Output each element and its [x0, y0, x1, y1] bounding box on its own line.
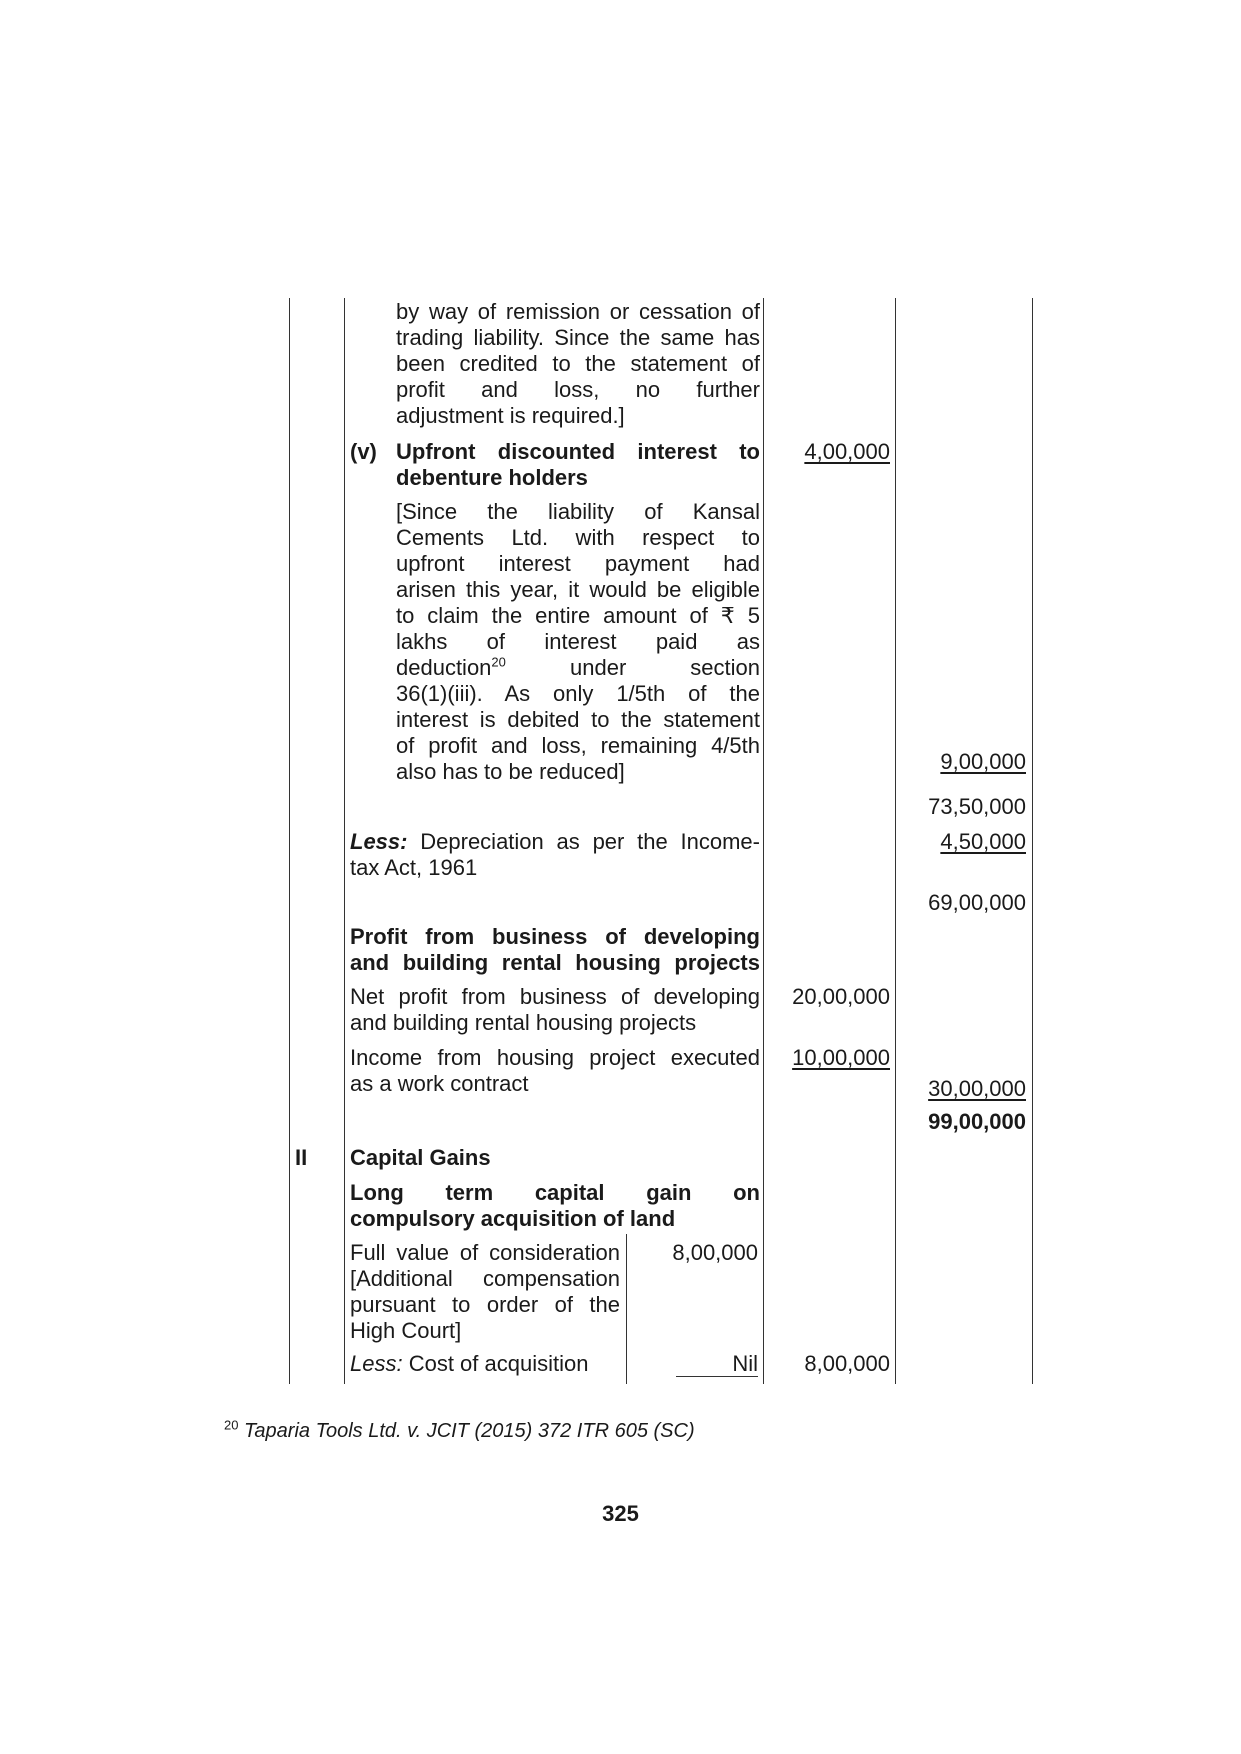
housing-heading-line: and building rental housing projects: [350, 950, 760, 975]
housing-heading-line: Profit from business of developing: [350, 924, 760, 949]
upfront-note-line: of profit and loss, remaining 4/5th: [396, 733, 760, 758]
depreciation-line-1: [350, 829, 760, 855]
upfront-note-line: arisen this year, it would be eligible: [396, 577, 760, 602]
remission-note-line: by way of remission or cessation of: [396, 299, 760, 324]
grand-total: 99,00,000: [928, 1109, 1026, 1134]
fvc-line: [Additional compensation: [350, 1266, 620, 1291]
depreciation-line-2: tax Act, 1961: [350, 855, 478, 880]
housing-total: 30,00,000: [928, 1076, 1026, 1101]
fvc-line: pursuant to order of the: [350, 1292, 620, 1317]
deduction-rest: under section: [570, 655, 760, 680]
subtotal-2: 69,00,000: [928, 890, 1026, 915]
remission-note-line: trading liability. Since the same has: [396, 325, 760, 350]
upfront-note-deduction-line: [396, 655, 760, 681]
footnote: [224, 1418, 695, 1444]
item-v-title: [396, 439, 760, 491]
net-profit-label: [350, 984, 760, 1036]
fvc-line: High Court]: [350, 1318, 462, 1343]
upfront-note-line: lakhs of interest paid as: [396, 629, 760, 654]
item-v-amount: 4,00,000: [804, 439, 890, 464]
deduction-word-group: [396, 655, 506, 681]
fvc-amount: 8,00,000: [672, 1240, 758, 1265]
upfront-note-line: Cements Ltd. with respect to: [396, 525, 760, 550]
subtotal-1: 73,50,000: [928, 794, 1026, 819]
work-contract-line: as a work contract: [350, 1071, 529, 1096]
cost-less-label: Less:: [350, 1351, 403, 1376]
remission-note-line: profit and loss, no further: [396, 377, 760, 402]
footnote-reference: 20: [491, 654, 506, 670]
capital-gain-amount: 8,00,000: [804, 1351, 890, 1376]
section-roman-numeral: II: [295, 1145, 308, 1170]
upfront-interest-note: [396, 499, 760, 785]
item-v-title-line: debenture holders: [396, 465, 588, 490]
upfront-note-line: interest is debited to the statement: [396, 707, 760, 732]
cost-amount-cell: [676, 1351, 758, 1377]
capital-gains-heading: Capital Gains: [350, 1145, 491, 1170]
depreciation-text: Depreciation as per the Income-: [407, 829, 760, 854]
remission-note: [396, 299, 760, 429]
upfront-note-line: [Since the liability of Kansal: [396, 499, 760, 524]
net-profit-amount: 20,00,000: [792, 984, 890, 1009]
remission-note-line: adjustment is required.]: [396, 403, 625, 428]
table-right-border: [1032, 298, 1033, 1384]
upfront-note-line: to claim the entire amount of ₹ 5: [396, 603, 760, 628]
fvc-line: Full value of consideration: [350, 1240, 620, 1265]
net-profit-line: and building rental housing projects: [350, 1010, 697, 1035]
table-column-rule-2: [763, 298, 764, 1384]
page-number: 325: [602, 1501, 639, 1526]
ltcg-heading-line: Long term capital gain on: [350, 1180, 760, 1205]
table-left-border: [289, 298, 290, 1384]
footnote-number: 20: [224, 1417, 239, 1433]
upfront-note-line: upfront interest payment had: [396, 551, 760, 576]
full-value-consideration: [350, 1240, 620, 1344]
upfront-note-line: 36(1)(iii). As only 1/5th of the: [396, 681, 760, 706]
table-column-rule-3: [895, 298, 896, 1384]
ltcg-heading: [350, 1180, 760, 1232]
upfront-note-line: also has to be reduced]: [396, 759, 625, 784]
work-contract-line: Income from housing project executed: [350, 1045, 760, 1070]
footnote-text: Taparia Tools Ltd. v. JCIT (2015) 372 ITR 605 (SC): [244, 1420, 695, 1442]
work-contract-amount: 10,00,000: [792, 1045, 890, 1070]
additions-total: 9,00,000: [940, 749, 1026, 774]
table-column-rule-1: [344, 298, 345, 1384]
depreciation-amount: 4,50,000: [940, 829, 1026, 854]
cost-amount: Nil: [732, 1351, 758, 1376]
depreciation-label: [350, 829, 760, 881]
work-contract-label: [350, 1045, 760, 1097]
deduction-word: deduction: [396, 655, 492, 680]
cost-text: Cost of acquisition: [402, 1351, 589, 1376]
less-label: Less:: [350, 829, 408, 854]
housing-heading: [350, 924, 760, 976]
net-profit-line: Net profit from business of developing: [350, 984, 760, 1009]
ltcg-heading-line: compulsory acquisition of land: [350, 1206, 676, 1231]
cost-of-acquisition-label: [350, 1351, 620, 1377]
remission-note-line: been credited to the statement of: [396, 351, 760, 376]
item-v-title-line: Upfront discounted interest to: [396, 439, 760, 464]
item-v-marker: (v): [350, 439, 377, 464]
inner-subtable-rule: [626, 1234, 627, 1384]
